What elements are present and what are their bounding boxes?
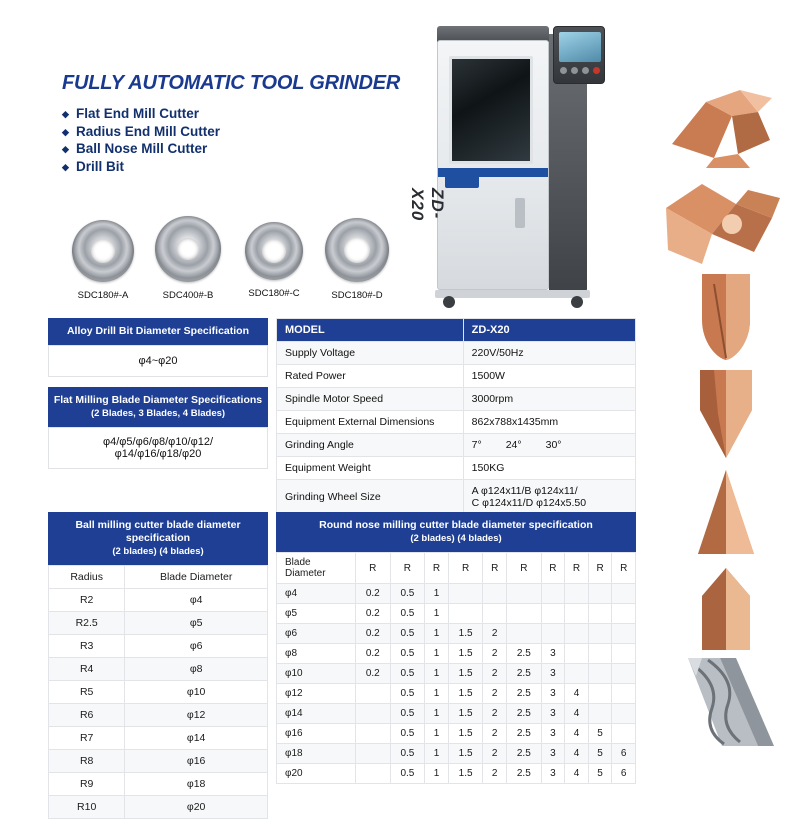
machine-photo: [408, 8, 605, 308]
cell-r: [355, 724, 390, 744]
cell-r: 0.5: [390, 724, 425, 744]
wheel-item-c: [234, 222, 314, 299]
column-header: R: [541, 553, 565, 584]
cell-r: 1.5: [448, 704, 483, 724]
flat-milling-values-line1: φ4/φ5/φ6/φ8/φ10/φ12/: [102, 436, 214, 448]
column-header: R: [588, 553, 612, 584]
cell-radius: R9: [49, 773, 125, 796]
cell-r: [448, 584, 483, 604]
cell-r: 4: [565, 704, 589, 724]
table-row: [277, 480, 636, 515]
table-row: [277, 411, 636, 434]
cell-r: 1.5: [448, 744, 483, 764]
spec-value-wheel-size: [463, 480, 635, 515]
alloy-drill-value: φ4~φ20: [48, 345, 268, 377]
cell-diameter: φ4: [125, 589, 268, 612]
ball-nose-tip-icon: [662, 274, 790, 362]
angle-value: 7°: [471, 439, 482, 451]
wheel-size-line2: C φ124x11/D φ124x5.50: [471, 497, 587, 509]
cell-r: 3: [541, 644, 565, 664]
caster-icon: [443, 296, 455, 308]
round-table-sub: (2 blades) (4 blades): [410, 533, 502, 544]
cell-blade-diameter: φ8: [277, 644, 356, 664]
thumbnail-drill-bit-point: [662, 466, 790, 554]
alloy-drill-header: Alloy Drill Bit Diameter Specification: [48, 318, 268, 345]
cell-r: 3: [541, 684, 565, 704]
ball-milling-table: [48, 512, 268, 819]
table-row: [49, 658, 268, 681]
cell-r: [565, 604, 589, 624]
cell-r: 3: [541, 724, 565, 744]
end-mill-corner-closeup-icon: [662, 178, 790, 266]
wheel-item-b: [144, 216, 232, 301]
panel-button-icon: [571, 67, 578, 74]
spec-key: Rated Power: [277, 365, 464, 388]
spec-value: 1500W: [463, 365, 635, 388]
cell-r: 2: [483, 624, 507, 644]
cell-radius: R6: [49, 704, 125, 727]
table-row: [49, 704, 268, 727]
table-row: [49, 612, 268, 635]
wheel-caption: SDC180#-C: [248, 288, 300, 299]
machine-window: [449, 56, 533, 164]
cell-r: 0.5: [390, 764, 425, 784]
flat-milling-header-title: Flat Milling Blade Diameter Specifications: [53, 394, 263, 406]
flat-milling-values: [48, 427, 268, 469]
cell-r: 1.5: [448, 664, 483, 684]
wheel-item-a: [62, 220, 144, 301]
cell-r: [507, 604, 542, 624]
cell-r: 1.5: [448, 624, 483, 644]
cell-r: [565, 644, 589, 664]
table-row: [277, 553, 636, 584]
flat-milling-header: [48, 387, 268, 427]
cell-r: [483, 584, 507, 604]
cell-radius: R5: [49, 681, 125, 704]
spec-key: Equipment Weight: [277, 457, 464, 480]
cell-r: 5: [588, 744, 612, 764]
cell-diameter: φ18: [125, 773, 268, 796]
thumbnail-end-mill-flutes-closeup: [662, 82, 790, 170]
cell-blade-diameter: φ4: [277, 584, 356, 604]
cell-r: 0.2: [355, 644, 390, 664]
cell-r: [565, 584, 589, 604]
cell-r: 6: [612, 744, 636, 764]
cell-r: [588, 664, 612, 684]
cell-r: 0.5: [390, 624, 425, 644]
cell-radius: R7: [49, 727, 125, 750]
cell-r: 4: [565, 684, 589, 704]
angle-list: [472, 439, 627, 451]
caster-icon: [571, 296, 583, 308]
cell-radius: R2: [49, 589, 125, 612]
table-row: [277, 365, 636, 388]
table-row: [277, 604, 636, 624]
cell-r: 0.5: [390, 704, 425, 724]
spec-value-angles: [463, 434, 635, 457]
steel-end-mill-flutes-icon: [662, 658, 790, 746]
ball-table-title: Ball milling cutter blade diameter specification: [75, 519, 241, 544]
wheel-caption: SDC180#-D: [331, 290, 383, 301]
cell-r: [541, 584, 565, 604]
cell-r: 0.5: [390, 584, 425, 604]
cell-radius: R8: [49, 750, 125, 773]
wheel-caption: SDC400#-B: [162, 290, 214, 301]
cell-diameter: φ20: [125, 796, 268, 819]
cell-r: 4: [565, 724, 589, 744]
cell-radius: R10: [49, 796, 125, 819]
machine-handle: [515, 198, 525, 228]
column-header: Radius: [49, 566, 125, 589]
spec-key: Grinding Angle: [277, 434, 464, 457]
thumbnail-chamfer-tool-tip: [662, 562, 790, 650]
cell-blade-diameter: φ18: [277, 744, 356, 764]
cell-r: [355, 744, 390, 764]
wheel-caption: SDC180#-A: [77, 290, 129, 301]
cell-r: 1.5: [448, 684, 483, 704]
cell-r: 0.2: [355, 584, 390, 604]
cell-r: [612, 684, 636, 704]
column-header: R: [612, 553, 636, 584]
table-row: [49, 589, 268, 612]
table-row: [277, 724, 636, 744]
table-row: [49, 773, 268, 796]
headline-block: [62, 72, 442, 175]
table-row: [49, 796, 268, 819]
cell-r: [565, 624, 589, 644]
panel-button-icon: [582, 67, 589, 74]
cell-r: [612, 584, 636, 604]
table-row: [277, 664, 636, 684]
flat-milling-values-line2: φ14/φ16/φ18/φ20: [114, 448, 202, 460]
machine-logo: [445, 174, 479, 188]
column-header: Blade Diameter: [125, 566, 268, 589]
angle-value: 24°: [505, 439, 522, 451]
cell-r: 1: [425, 584, 449, 604]
grinding-wheels-row: [62, 212, 402, 312]
cell-r: 4: [565, 744, 589, 764]
cell-r: 2: [483, 684, 507, 704]
table-row: [277, 388, 636, 411]
spec-header-value: ZD-X20: [463, 319, 635, 342]
cell-r: 0.2: [355, 624, 390, 644]
table-row: [277, 434, 636, 457]
cell-r: 2.5: [507, 764, 542, 784]
cell-r: 2: [483, 664, 507, 684]
cell-r: [588, 684, 612, 704]
cell-r: 0.5: [390, 644, 425, 664]
cell-r: 6: [612, 764, 636, 784]
cell-radius: R2.5: [49, 612, 125, 635]
cell-diameter: φ8: [125, 658, 268, 681]
spec-key: Spindle Motor Speed: [277, 388, 464, 411]
column-header: R: [483, 553, 507, 584]
cell-r: [541, 624, 565, 644]
cell-r: 0.5: [390, 744, 425, 764]
ball-table-sub: (2 blades) (4 blades): [112, 546, 204, 557]
cell-r: [612, 664, 636, 684]
table-row: [49, 566, 268, 589]
cell-r: 0.5: [390, 684, 425, 704]
table-row: [49, 681, 268, 704]
column-header: R: [355, 553, 390, 584]
cell-r: 1: [425, 684, 449, 704]
cell-r: 2: [483, 764, 507, 784]
table-row: [277, 644, 636, 664]
cell-r: [612, 604, 636, 624]
cell-diameter: φ10: [125, 681, 268, 704]
flat-milling-header-sub: (2 Blades, 3 Blades, 4 Blades): [90, 408, 226, 419]
chamfer-tool-tip-icon: [662, 562, 790, 650]
grinding-wheel-icon: [72, 220, 134, 282]
cell-r: [612, 624, 636, 644]
spec-key: Equipment External Dimensions: [277, 411, 464, 434]
table-row: [49, 727, 268, 750]
table-row: [277, 764, 636, 784]
cell-r: [355, 764, 390, 784]
spec-value: 3000rpm: [463, 388, 635, 411]
cell-r: 2: [483, 644, 507, 664]
cell-r: 1: [425, 704, 449, 724]
cell-r: 0.5: [390, 664, 425, 684]
cell-diameter: φ5: [125, 612, 268, 635]
panel-stop-button-icon: [593, 67, 600, 74]
cell-r: 4: [565, 764, 589, 784]
cell-r: [507, 584, 542, 604]
round-table-header: [276, 512, 636, 552]
cell-r: 1: [425, 764, 449, 784]
cell-r: [541, 604, 565, 624]
cell-r: 5: [588, 724, 612, 744]
spec-value: 862x788x1435mm: [463, 411, 635, 434]
cell-r: 1: [425, 744, 449, 764]
end-mill-flutes-closeup-icon: [662, 82, 790, 170]
table-row: [277, 457, 636, 480]
feature-list: [62, 105, 442, 175]
cell-diameter: φ6: [125, 635, 268, 658]
wheel-size-line1: A φ124x11/B φ124x11/: [471, 485, 578, 497]
table-row: [277, 684, 636, 704]
control-panel: [553, 26, 605, 84]
thumbnail-drill-point-tip: [662, 370, 790, 458]
machine-specs-table: [276, 318, 636, 515]
cell-r: [483, 604, 507, 624]
cell-radius: R4: [49, 658, 125, 681]
cell-r: 3: [541, 764, 565, 784]
cell-blade-diameter: φ5: [277, 604, 356, 624]
list-item: ◆ Drill Bit: [62, 158, 442, 176]
spec-header-key: MODEL: [277, 319, 464, 342]
cell-r: [612, 724, 636, 744]
cell-r: [565, 664, 589, 684]
cell-r: 1.5: [448, 764, 483, 784]
cell-blade-diameter: φ20: [277, 764, 356, 784]
cell-r: [448, 604, 483, 624]
column-header: R: [507, 553, 542, 584]
column-header: R: [448, 553, 483, 584]
list-item: ◆ Radius End Mill Cutter: [62, 123, 442, 141]
cell-r: 2: [483, 744, 507, 764]
cell-blade-diameter: φ14: [277, 704, 356, 724]
grinding-wheel-icon: [325, 218, 389, 282]
cell-r: 1: [425, 664, 449, 684]
cell-r: 0.2: [355, 604, 390, 624]
table-row: [49, 750, 268, 773]
cell-r: 1.5: [448, 644, 483, 664]
grinding-wheel-icon: [155, 216, 221, 282]
cell-r: [612, 704, 636, 724]
cell-r: 3: [541, 744, 565, 764]
round-table-title: Round nose milling cutter blade diameter specification: [319, 519, 593, 531]
machine-model-label: ZD-X20: [408, 188, 447, 222]
cell-r: [355, 704, 390, 724]
cell-blade-diameter: φ6: [277, 624, 356, 644]
control-screen: [559, 32, 601, 62]
page-title: FULLY AUTOMATIC TOOL GRINDER: [62, 72, 401, 94]
round-nose-table: [276, 512, 636, 784]
spec-value: 220V/50Hz: [463, 342, 635, 365]
drill-point-tip-icon: [662, 370, 790, 458]
column-header: R: [390, 553, 425, 584]
spec-value: 150KG: [463, 457, 635, 480]
table-row: [277, 342, 636, 365]
column-header: R: [565, 553, 589, 584]
cell-diameter: φ14: [125, 727, 268, 750]
list-item: ◆ Ball Nose Mill Cutter: [62, 140, 442, 158]
cell-r: 1: [425, 724, 449, 744]
spec-key: Grinding Wheel Size: [277, 480, 464, 515]
cell-blade-diameter: φ10: [277, 664, 356, 684]
cell-r: 3: [541, 704, 565, 724]
cell-r: 2.5: [507, 644, 542, 664]
cell-r: [507, 624, 542, 644]
cell-r: 1: [425, 644, 449, 664]
cell-blade-diameter: φ12: [277, 684, 356, 704]
machine-base: [435, 290, 590, 298]
list-item: ◆ Flat End Mill Cutter: [62, 105, 442, 123]
cell-r: 2.5: [507, 744, 542, 764]
cell-r: 2: [483, 704, 507, 724]
control-buttons: [560, 67, 600, 74]
cell-blade-diameter: φ16: [277, 724, 356, 744]
spacer: [48, 377, 268, 387]
cell-r: 1: [425, 624, 449, 644]
cell-r: [612, 644, 636, 664]
table-row: [277, 319, 636, 342]
cell-r: 2.5: [507, 664, 542, 684]
cell-radius: R3: [49, 635, 125, 658]
tool-thumbnails: [662, 82, 790, 754]
cell-r: 0.5: [390, 604, 425, 624]
cell-r: 5: [588, 764, 612, 784]
cell-r: 2.5: [507, 704, 542, 724]
grinding-wheel-icon: [245, 222, 303, 280]
spec-key: Supply Voltage: [277, 342, 464, 365]
table-row: [277, 744, 636, 764]
cell-r: 0.2: [355, 664, 390, 684]
cell-r: [588, 624, 612, 644]
thumbnail-ball-nose-tip: [662, 274, 790, 362]
table-row: [277, 704, 636, 724]
cell-r: 2.5: [507, 724, 542, 744]
table-row: [277, 584, 636, 604]
thumbnail-end-mill-corner-closeup: [662, 178, 790, 266]
thumbnail-steel-end-mill-flutes: [662, 658, 790, 746]
cell-r: [588, 704, 612, 724]
column-header: R: [425, 553, 449, 584]
panel-alloy-drill-specs: [48, 318, 268, 469]
table-row: [277, 624, 636, 644]
cell-r: 1.5: [448, 724, 483, 744]
cell-r: [588, 584, 612, 604]
cell-diameter: φ16: [125, 750, 268, 773]
panel-button-icon: [560, 67, 567, 74]
cell-r: [588, 604, 612, 624]
cell-diameter: φ12: [125, 704, 268, 727]
cell-r: 2: [483, 724, 507, 744]
angle-value: 30°: [545, 439, 562, 451]
column-header: Blade Diameter: [277, 553, 356, 584]
cell-r: 1: [425, 604, 449, 624]
drill-bit-point-icon: [662, 466, 790, 554]
table-row: [49, 635, 268, 658]
cell-r: [355, 684, 390, 704]
ball-table-header: [48, 512, 268, 565]
wheel-item-d: [314, 218, 400, 301]
cell-r: 2.5: [507, 684, 542, 704]
cell-r: [588, 644, 612, 664]
cell-r: 3: [541, 664, 565, 684]
